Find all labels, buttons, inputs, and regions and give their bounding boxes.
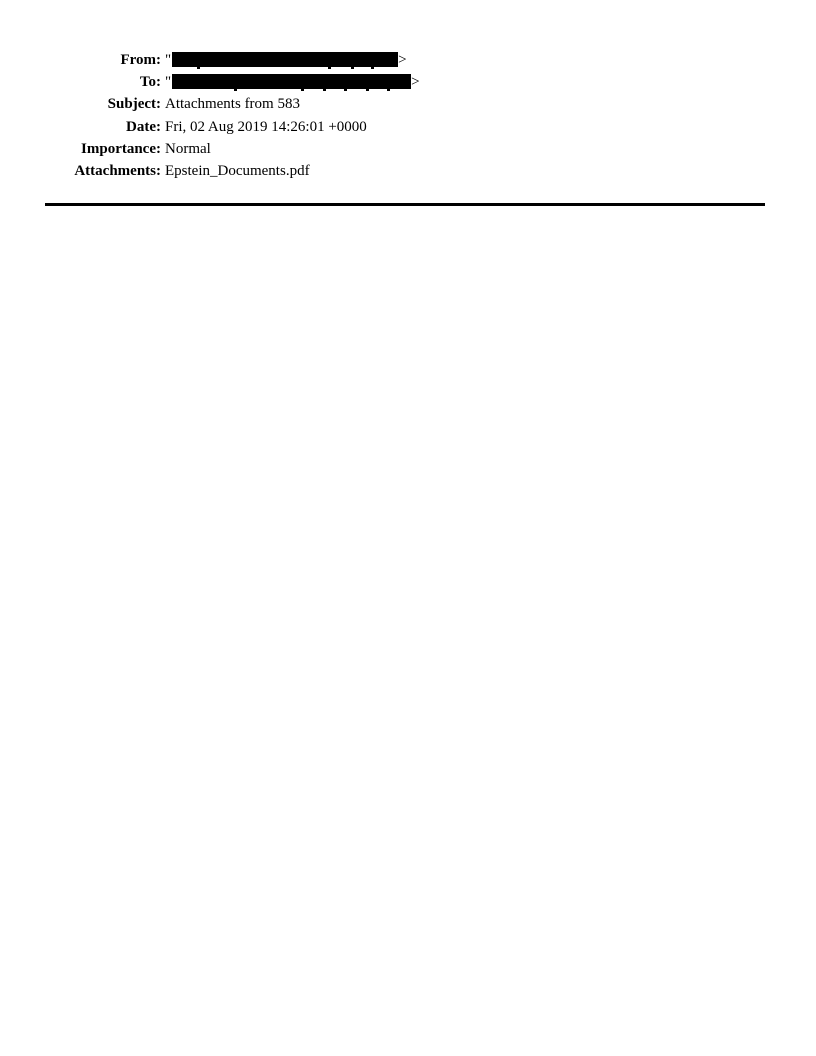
from-redaction-bar <box>172 52 398 67</box>
importance-value: Normal <box>165 140 211 157</box>
header-row-from <box>0 49 816 71</box>
redaction-descender-mark <box>328 66 331 69</box>
attachments-label: Attachments: <box>74 162 161 179</box>
date-value: Fri, 02 Aug 2019 14:26:01 +0000 <box>165 118 367 135</box>
header-row-subject <box>0 93 816 115</box>
subject-value: Attachments from 583 <box>165 96 300 113</box>
redaction-descender-mark <box>344 88 347 91</box>
header-row-attachments <box>0 160 816 182</box>
redaction-descender-mark <box>351 66 354 69</box>
from-angle-bracket: > <box>398 52 407 68</box>
email-header-block <box>0 49 816 182</box>
subject-label: Subject: <box>107 96 161 113</box>
redaction-descender-mark <box>387 88 390 91</box>
redaction-descender-mark <box>323 88 326 91</box>
header-divider-rule <box>45 203 765 206</box>
date-label: Date: <box>126 118 161 135</box>
from-label: From: <box>120 52 161 68</box>
header-row-importance <box>0 138 816 160</box>
to-redaction-bar <box>172 74 411 89</box>
to-angle-bracket: > <box>411 74 420 91</box>
to-value <box>165 71 420 93</box>
redaction-descender-mark <box>234 88 237 91</box>
redaction-descender-mark <box>301 88 304 91</box>
attachment-filename: Epstein_Documents.pdf <box>165 162 310 179</box>
redaction-descender-mark <box>366 88 369 91</box>
from-open-quote: " <box>165 52 172 68</box>
to-open-quote: " <box>165 74 172 91</box>
redaction-descender-mark <box>371 66 374 69</box>
header-row-to <box>0 71 816 93</box>
from-value <box>165 49 407 71</box>
header-row-date <box>0 116 816 138</box>
redaction-descender-mark <box>197 66 200 69</box>
to-label: To: <box>139 74 161 91</box>
importance-label: Importance: <box>81 140 161 157</box>
